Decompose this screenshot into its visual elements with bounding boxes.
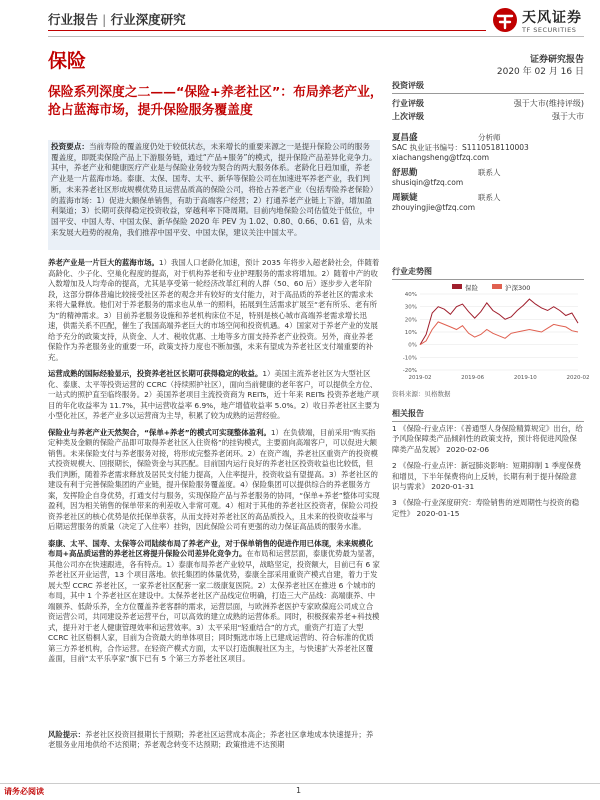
- analyst-role: 联系人: [478, 193, 501, 202]
- industry-rating-value: 强于大市(维持评级): [513, 99, 584, 108]
- header-rule: [48, 30, 486, 31]
- analyst-email[interactable]: xiachangsheng@tfzq.com: [392, 153, 490, 162]
- analyst-name: 夏昌盛: [392, 133, 418, 143]
- related-heading: 相关报告: [392, 408, 584, 422]
- paragraph-lead: 养老产业是一片巨大的蓝海市场。: [48, 258, 159, 267]
- paragraph-text: 在布局和运营层面，泰康优势最为显著，其他公司亦在快速跟进，各有特点。1）泰康布局养老产业较早，战略坚定，投资额大，目前已有 6 家养老社区开业运营，13 个项目落地。依托集团的体量优势，泰康全部采用重资产模式自建，着力于发展大型 CCRC 养老社区，一家养老社区配套一家二级康复医院。2）太保养老社区在推进 6 个城市的布局，其中 1 个养老社区在建设中。太保养老社区产品线定位明确，打造三大产品线：高端康养、中端颐养、低龄乐养，全方位覆盖养老客群的需求，运营层面，与欧洲养老医护专家欧葆庭公司成立合资运营公司，共同建设养老运营平台，可以高效的建立成熟的运营体系。同时，积极探索养老+科技模式，提升对于老人健康管理效率和运营效率。3）太平采用“轻重结合”的方式，重资产打造了大型 CCRC 社区梧桐人家，目前为合资最大的单体项目；同时甄选市场上已建成运营的、符合标准的优质第三方养老机构，合作运营。在轻资产模式方面，太平以打造旗舰社区为主，与快速扩大养老社区覆盖面，目前“太平乐享家”旗下已有 5 个第三方养老社区项目。: [48, 549, 380, 663]
- abstract-box: [48, 140, 380, 250]
- last-rating-row: [392, 110, 584, 123]
- analyst-license: SAC 执业证书编号：S1110518110003: [392, 143, 529, 152]
- series-line-insurance: [420, 299, 578, 345]
- x-tick-label: 2020-02: [566, 375, 590, 381]
- investment-rating-heading: 投资评级: [392, 80, 584, 94]
- analyst-name: 舒思勤: [392, 168, 418, 178]
- paragraph-text: 1）在负债端，目前采用“购买指定种类及金额的保险产品即可取得养老社区入住资格”的挂钩模式，主要面向高端客户，可以促进大额销售。未来保险支付与养老服务对接，将形成完整养老闭环。2）在资产端，养老社区重资产的投资模式投资规模大、回报期长，保险资金与其匹配。目前国内运行良好的养老社区投资收益也比较低，但我们判断，随着养老需求释放及居民支付能力提高，入住率提升，投资收益有望提高。3）养老社区的建设有利于完善保险集团的产业链，提升保险服务覆盖度。4）保险集团可以提供综合的养老服务方案，发挥险企自身优势，打通支付与服务，实现保险产品与养老服务的协同，“保单+养老”整体可实现盈利，因为相关销售的保单带来的利差收入非常可观。4）相对于其他的养老社区投资者，保险公司投资养老社区的核心优势是依托保单获客，从而支持对养老社区的高品质投入，且未来的投资收益率与后期运营服务的质量（决定了入住率）挂钩，因此保险公司有更强的动力保证高品质的服务水准。: [48, 427, 380, 531]
- report-title: 保险系列深度之二——“保险+养老社区”：布局养老产业，抢占蓝海市场，提升保险服务覆盖度: [48, 85, 383, 118]
- last-rating-value: 强于大市: [552, 112, 584, 121]
- report-type: 证券研究报告: [529, 55, 584, 65]
- chart-source: 资料来源：贝格数据: [392, 390, 451, 398]
- risk-lead: 风险提示：: [48, 730, 85, 739]
- y-tick-label: -20%: [402, 368, 417, 374]
- risk-text: 养老社区投资回报期长于预期；养老社区运营成本高企；养老社区拿地成本快速提升；养老服务业用地供给不达预期；养老观念转变不达预期；政策推进不达预期: [48, 730, 374, 750]
- abstract-text: 当前寿险的覆盖度仍处于较低状态，未来增长的重要来源之一是提升保险公司的服务覆盖度，即既卖保险产品上下游服务链，通过“产品+服务”的模式，提升保险产品差异化竞争力。其中，养老产业和健康医疗产业是与保险业务较为契合的两大服务体系。老龄化日趋加重，养老产业是一片蓝海市场。泰康、太保、国寿、太平、新华等保险公司在加速进军养老产业，我们判断，未来养老社区形成规模优势且运营品质高的保险公司，将抢占养老产业（包括寿险养老保险）的蓝海市场：1）促进大额保单销售，有助于高端客户经营；2）打通养老产业链上下游，增加盈利渠道；3）长期可获得稳定投资收益，穿越利率下降周期。目前内地保险公司估值处于低位，中国平安、中国人寿、中国太保、新华保险 2020 年 PEV 为 1.02、0.80、0.66、0.61 倍，从未来发展大趋势的视角，我们推荐中国平安、中国太保，建议关注中国太平。: [51, 142, 377, 237]
- paragraph-lead: 保险业与养老产业天然契合，“保单+养老”的模式可实现整体盈利。: [48, 427, 271, 437]
- legend-label-insurance: 保险: [465, 284, 478, 292]
- body-paragraph: [48, 539, 380, 665]
- analyst-role: 分析师: [478, 133, 501, 142]
- header-subrule: [48, 36, 584, 37]
- analyst-email[interactable]: zhouyingjie@tfzq.com: [392, 203, 476, 212]
- header-tag-industry-report: 行业报告: [48, 12, 99, 27]
- y-tick-label: 20%: [404, 317, 417, 324]
- abstract-lead: 投资要点：: [51, 142, 89, 151]
- x-tick-label: 2019-02: [408, 375, 432, 381]
- analyst-item: [392, 133, 584, 163]
- industry-rating-row: [392, 97, 584, 110]
- legend-swatch-hs300: [492, 284, 502, 289]
- right-column: [392, 80, 584, 218]
- paragraph-text: 1）美国主流养老社区为大型社区化、泰康、太平等投资运营的 CCRC（持续照护社区），面向当前健康的老年客户，可以提供全方位、一站式的照护直至临终服务。2）美国养老项目主流投资商为 REITs，近十年来 REITs 投资养老地产项目的年化收益率为 11.7%，其中运营收益率 6.9%，地产增值收益率 5.0%。2）收日养老社区主要为小型化社区，养老产业多以运营商为主导，积累了较为成熟的运营经验。: [48, 369, 380, 420]
- y-tick-label: 10%: [404, 330, 417, 336]
- analyst-item: [392, 168, 584, 188]
- chart-heading: 行业走势图: [392, 266, 584, 280]
- analyst-name: 周颖婕: [392, 193, 418, 203]
- x-tick-label: 2019-10: [513, 375, 537, 381]
- x-tick-label: 2019-06: [461, 375, 485, 381]
- paragraph-lead: 泰康、太平、国寿、太保等公司陆续布局了养老产业，对于保单销售的促进作用已体现，未来规模化布局+高品质运营的养老社区将提升保险公司差异化竞争力。: [48, 538, 374, 558]
- related-list: [392, 424, 584, 525]
- analyst-list: [392, 133, 584, 213]
- related-report-item[interactable]: 3 《保险-行业深度研究：寿险销售的逆周期性与投资的稳定性》 2020-01-15: [392, 498, 580, 518]
- body-paragraph: [48, 428, 380, 533]
- industry-rating-label: 行业评级: [392, 99, 424, 108]
- header-tag-deep-research: 行业深度研究: [110, 12, 186, 27]
- analyst-item: [392, 193, 584, 213]
- related-report-item[interactable]: 1 《保险-行业点评：《普通型人身保险精算规定》出台，给予风险保障类产品倾斜性的政策支持，预计将促进风险保障类产品发展》 2020-02-06: [392, 424, 583, 454]
- chart-legend: [452, 283, 530, 292]
- analyst-email[interactable]: shusiqin@tfzq.com: [392, 178, 464, 187]
- page-number: 1: [296, 786, 302, 795]
- y-tick-label: 40%: [404, 292, 417, 298]
- chart-container: [392, 282, 590, 386]
- body-text: [48, 258, 380, 728]
- company-logo: [492, 5, 584, 39]
- tf-logo-icon: [492, 7, 518, 33]
- paragraph-text: 1）我国人口老龄化加速，预计 2035 年将步入超老龄社会，伴随着高龄化、少子化、空巢化程度的提高，对于机构养老和专业护理服务的需求将增加。2）随着中产的收入数增加及人均寿命的提高，尤其是享受第一轮经济改革红利的人群（50、60 后）逐步步入老年阶段，这部分群体普遍比较接受社区养老的观念并有较好的支付能力，对于高品质的养老社区的需求未来将大量释放。他们对于养老服务的需求也从单一的照料，拓展到生活需求扩展至“老有所乐、老有所为”的精神需求。3）目前养老服务设施和养老机构床位不足，特别是核心城市高端养老需求增长迅速，供需关系不匹配，催生了我国高端养老巨大的市场空间和投资机遇。4）国家对于养老产业的发展给予充分的政策支持，从资金、人才、税收优惠、土地等多方面支持养老产业投资。另外，商业养老保险作为养老服务业的重要一环，政策支持力度也不断加强，未来有望成为养老社区支付端重要的补充。: [48, 258, 380, 362]
- y-tick-label: 0%: [408, 342, 417, 349]
- body-paragraph: [48, 258, 380, 363]
- legend-label-hs300: 沪深300: [505, 284, 531, 292]
- report-date: 2020 年 02 月 16 日: [496, 67, 584, 77]
- risk-warning: [48, 730, 380, 750]
- logo-text-cn: 天风证券: [522, 10, 582, 26]
- body-paragraph: [48, 369, 380, 422]
- logo-text-en: TF SECURITIES: [522, 26, 577, 34]
- related-report-item[interactable]: 2 《保险-行业点评：新冠肺炎影响：短期抑制 1 季度保费和增员，下半年保费将向上反转，长期有利于提升保险意识与需求》 2020-01-31: [392, 461, 582, 492]
- y-tick-label: 30%: [404, 304, 417, 311]
- header-tags: 行业报告 | 行业深度研究: [48, 12, 186, 27]
- paragraph-lead: 运营成熟的国际经验显示，投资养老社区长期可获得稳定的收益。: [48, 369, 263, 378]
- series-line-hs300: [420, 322, 578, 345]
- trend-chart: [392, 282, 590, 386]
- last-rating-label: 上次评级: [392, 112, 424, 121]
- footer-rule: [0, 783, 600, 784]
- legend-swatch-insurance: [452, 284, 462, 289]
- analyst-role: 联系人: [478, 168, 501, 177]
- section-title: 保险: [48, 50, 87, 72]
- footer-disclaimer: 请务必阅读: [4, 787, 44, 796]
- y-tick-label: -10%: [402, 355, 417, 362]
